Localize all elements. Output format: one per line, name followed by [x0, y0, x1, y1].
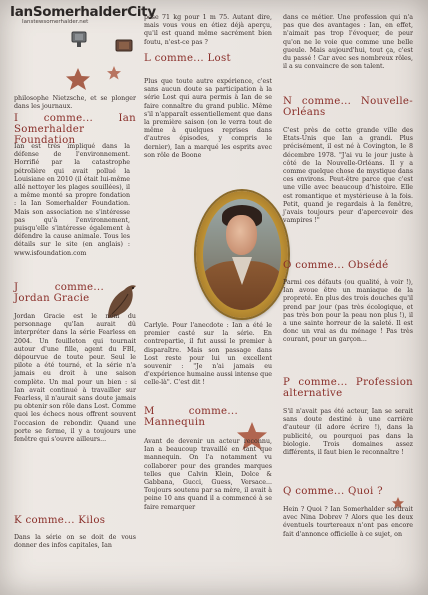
column-3 — [283, 0, 413, 595]
paragraph-section-i: Ian est très impliqué dans la défense de l'environnement. Horrifié par la catastrophe pétrolière qui avait pollué la Louisiane en 2010 (il était lui-même allé nettoyer les plages souillées), il a même monté sa propre fondation : la Ian Somerhalder Foundation. Mais son association ne s'intéresse pas qu'à l'environnement, puisqu'elle s'intéresse également à défendre la cause animale. Tous les détails sur le site (en anglais) : www.isfoundation.com — [14, 143, 130, 257]
paragraph-intro-col3: dans ce métier. Une profession qui n'a pas que des avantages : Ian, en effet, n'aimait pas trop l'évoquer, de peur qu'on ne le voie que comme une belle gueule. Mais aujourd'hui, tout ça, c'est du passé ! Car avec ses nombreux rôles, il a su convaincre de son talent. — [283, 14, 413, 71]
paragraph-section-o: Parmi ces défauts (ou qualité, à voir !), Ian avoue être un maniaque de la propreté. En plus des trois douches qu'il prend par jour (pas très écologique, et pas très bon pour la peau non plus !), il a une sainte horreur de la saleté. Il est donc un vrai as du ménage ! Pas très courant, pour un garçon... — [283, 279, 413, 344]
paragraph-intro-col1: philosophe Nietzsche, et se plonger dans les journaux. — [14, 95, 136, 111]
paragraph-section-l-continued: Carlyle. Pour l'anecdote : Ian a été le premier casté sur la série. En contrepartie, il fut aussi le premier à disparaître. Mais son passage dans Lost reste pour lui un excellent souvenir : "Je n'ai jamais eu d'expérience humaine aussi intense que celle-là". C'est dit ! — [144, 322, 272, 387]
heading-section-q: Q comme... Quoi ? — [283, 486, 383, 497]
paragraph-section-k: Dans la série on se doit de vous donner des infos capitales, Ian — [14, 534, 136, 550]
paragraph-section-p: S'il n'avait pas été acteur, Ian se serait sans doute destiné à une carrière d'auteur (il adore écrire !), dans la publicité, ou pourquoi pas dans la biologie. Trois domaines assez différents, il faut bien le reconnaître ! — [283, 408, 413, 457]
watermark-url: Ianstewsomerhalder.net — [22, 19, 89, 25]
heading-section-m: M comme... Mannequin — [144, 406, 238, 428]
heading-section-l: L comme... Lost — [144, 53, 231, 64]
heading-section-p: P comme... Profession alternative — [283, 377, 413, 399]
paragraph-intro-col2: pèse 71 kg pour 1 m 75. Autant dire, mais vous vous en étiez déjà aperçu, qu'il est quand même sacrément bien foutu, n'est-ce pas ? — [144, 14, 272, 46]
paragraph-section-q: Hein ? Quoi ? Ian Somerhalder sortirait avec Nina Dobrev ? Alors que les deux éventuels tourtereaux n'ont pas encore fait d'annonce officielle à ce sujet, on — [283, 506, 413, 538]
paragraph-section-l: Plus que toute autre expérience, c'est sans aucun doute sa participation à la série Lost qui aura permis à Ian de se faire connaître du grand public. Même s'il n'apparaît essentiellement que dans la première saison (on le verra tout de même à quelques reprises dans d'autres épisodes, y compris le dernier), Ian a marqué les esprits avec son rôle de Boone — [144, 78, 272, 159]
watermark-logo: IanSomerhalderCity — [10, 4, 156, 20]
heading-section-j: J comme... Jordan Gracie — [14, 282, 104, 304]
heading-section-n: N comme... Nouvelle-Orléans — [283, 96, 413, 118]
column-2 — [144, 0, 272, 595]
paragraph-section-n: C'est près de cette grande ville des Etats-Unis que Ian a grandi. Plus précisément, il est né à Covington, le 8 décembre 1978. "J'ai vu le jour juste à côté de la Nouvelle-Orléans. Il y a comme quelque chose de mystique dans ces environs. Peut-être parce que c'est une ville avec beaucoup d'histoire. Elle est romantique et mystérieuse à la fois. Petit, quand je regardais à la fenêtre, j'avais toujours peur d'apercevoir des vampires !" — [283, 127, 413, 225]
heading-section-i: I comme... Ian Somerhalder Foundation — [14, 113, 136, 146]
heading-section-k: K comme... Kilos — [14, 515, 106, 526]
paragraph-section-m: Avant de devenir un acteur reconnu, Ian a beaucoup travaillé en tant que mannequin. On l'a notamment vu collaborer pour des grandes marques telles que Calvin Klein, Dolce & Gabbana, Gucci, Guess, Versace... Toujours soutenu par sa mère, il avait à peine 10 ans quand il a commencé à se faire remarquer — [144, 438, 272, 511]
column-1 — [14, 0, 136, 595]
paragraph-section-j: Jordan Gracie est le nom du personnage qu'Ian aurait dû interpréter dans la série Fearless en 2004. Un feuilleton qui tournait autour d'une fille, agent du FBI, dépourvue de toute peur. Seul le pilote a été tourné, et la série n'a jamais eu droit à une saison complète. Un mal pour un bien : si Ian avait continué à travailler sur Fearless, il n'aurait sans doute jamais pu obtenir son rôle dans Lost. Comme quoi les échecs nous offrent souvent l'occasion de rebondir. Quand une porte se ferme, il y a toujours une fenêtre qui s'ouvre ailleurs... — [14, 313, 136, 444]
heading-section-o: O comme... Obsédé — [283, 260, 389, 271]
